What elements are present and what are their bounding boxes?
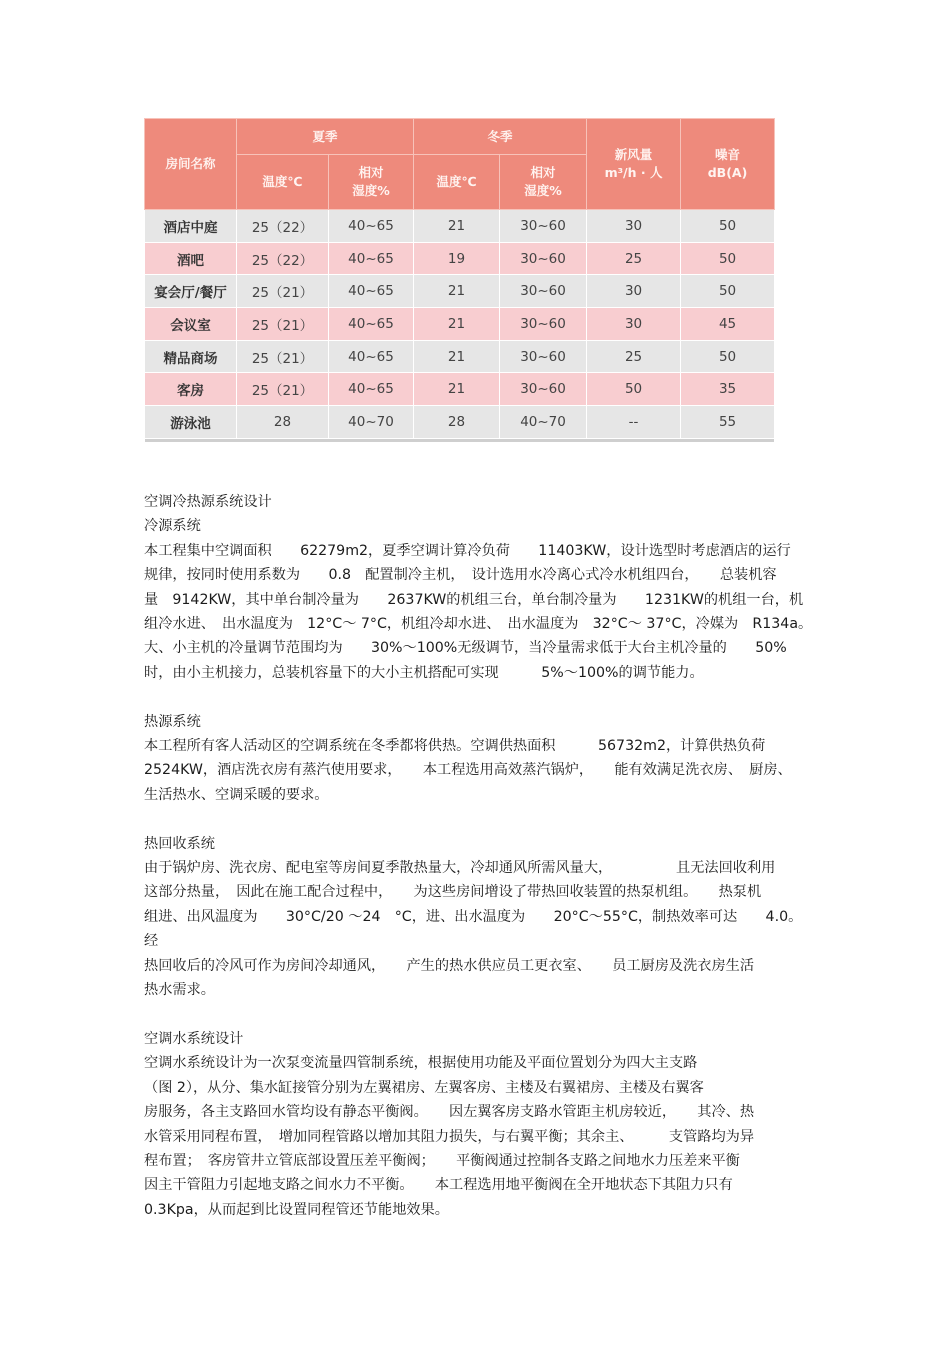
recovery-line: 热回收后的冷风可作为房间冷却通风， 产生的热水供应员工更衣室、 员工厨房及洗衣房生活 [144, 957, 755, 974]
table-row [145, 308, 775, 341]
recovery-line: 热水需求。 [144, 982, 215, 999]
cell-noise: 50 [681, 340, 775, 373]
cooling-line: 规律，按同时使用系数为 0.8 配置制冷主机， 设计选用水冷离心式冷水机组四台， 总装机容 [144, 567, 777, 584]
cell-room-name: 宴会厅/餐厅 [145, 275, 237, 308]
cell-summer-rh: 40~70 [329, 406, 414, 439]
water-line: 因主干管阻力引起地支路之间水力不平衡。 本工程选用地平衡阀在全开地状态下其阻力只有 [144, 1177, 733, 1194]
cell-summer-rh: 40~65 [329, 340, 414, 373]
cell-fresh-air: 25 [587, 340, 681, 373]
table-row [145, 340, 775, 373]
cell-winter-temp: 21 [414, 340, 500, 373]
section-title-water-system: 空调水系统设计 [144, 1030, 244, 1047]
header-noise [681, 119, 775, 210]
header-winter: 冬季 [414, 119, 587, 155]
cooling-line: 本工程集中空调面积 62279m2，夏季空调计算冷负荷 11403KW，设计选型时考虑酒店的运行 [144, 542, 791, 559]
cell-room-name: 游泳池 [145, 406, 237, 439]
section-title-heat-recovery: 热回收系统 [144, 835, 215, 852]
cell-summer-temp: 25（21） [237, 275, 329, 308]
cell-fresh-air: -- [587, 406, 681, 439]
cell-summer-temp: 25（22） [237, 242, 329, 275]
cell-winter-temp: 21 [414, 275, 500, 308]
water-line: 程布置； 客房管井立管底部设置压差平衡阀； 平衡阀通过控制各支路之间地水力压差来平衡 [144, 1152, 740, 1169]
header-rh-line2: 湿度% [524, 183, 562, 198]
cell-fresh-air: 50 [587, 373, 681, 406]
header-summer-rh [329, 155, 414, 210]
cooling-line: 量 9142KW，其中单台制冷量为 2637KW的机组三台，单台制冷量为 1231KW的机组一台，机 [144, 591, 804, 608]
cell-winter-temp: 21 [414, 373, 500, 406]
cell-winter-rh: 30~60 [500, 210, 587, 243]
design-parameters-table [144, 118, 775, 443]
cell-room-name: 酒吧 [145, 242, 237, 275]
table-header-row [145, 119, 775, 155]
header-fresh-air-unit: m³/h · 人 [604, 165, 663, 180]
cell-winter-temp: 21 [414, 210, 500, 243]
water-line: 空调水系统设计为一次泵变流量四管制系统，根据使用功能及平面位置划分为四大主支路 [144, 1055, 698, 1072]
cell-winter-rh: 30~60 [500, 340, 587, 373]
header-rh-line1: 相对 [358, 165, 384, 180]
header-noise-unit: dB(A) [707, 165, 748, 180]
cell-room-name: 酒店中庭 [145, 210, 237, 243]
water-line: （图 2），从分、集水缸接管分别为左翼裙房、左翼客房、主楼及右翼裙房、主楼及右翼客 [144, 1079, 704, 1096]
cell-fresh-air: 30 [587, 275, 681, 308]
section-title-cooling: 冷源系统 [144, 518, 201, 535]
recovery-line: 由于锅炉房、洗衣房、配电室等房间夏季散热量大，冷却通风所需风量大， 且无法回收利用 [144, 860, 776, 877]
cell-winter-temp: 19 [414, 242, 500, 275]
cell-fresh-air: 30 [587, 308, 681, 341]
cell-winter-rh: 40~70 [500, 406, 587, 439]
header-summer-temp: 温度℃ [237, 155, 329, 210]
header-winter-rh [500, 155, 587, 210]
header-room-name: 房间名称 [145, 119, 237, 210]
cooling-line: 大、小主机的冷量调节范围均为 30%～100%无级调节，当冷量需求低于大台主机冷量的 50% [144, 640, 787, 657]
heating-line: 2524KW，酒店洗衣房有蒸汽使用要求， 本工程选用高效蒸汽锅炉， 能有效满足洗衣房、 厨房、 [144, 762, 792, 779]
header-fresh-air-label: 新风量 [614, 147, 653, 162]
cell-noise: 50 [681, 210, 775, 243]
water-line: 0.3Kpa，从而起到比设置同程管还节能地效果。 [144, 1201, 449, 1218]
header-rh-line1: 相对 [530, 165, 556, 180]
paragraph-gap [144, 807, 814, 831]
heating-line: 本工程所有客人活动区的空调系统在冬季都将供热。空调供热面积 56732m2，计算供热负荷 [144, 738, 766, 755]
cell-noise: 45 [681, 308, 775, 341]
table-row [145, 242, 775, 275]
cell-summer-rh: 40~65 [329, 308, 414, 341]
header-rh-line2: 湿度% [352, 183, 390, 198]
heating-line: 生活热水、空调采暖的要求。 [144, 786, 329, 803]
water-line: 房服务，各主支路回水管均设有静态平衡阀。 因左翼客房支路水管距主机房较近， 其冷、热 [144, 1104, 755, 1121]
cell-summer-temp: 28 [237, 406, 329, 439]
cell-summer-rh: 40~65 [329, 275, 414, 308]
cell-noise: 50 [681, 242, 775, 275]
table-bottom-border [145, 438, 775, 442]
cell-summer-temp: 25（21） [237, 340, 329, 373]
cell-winter-rh: 30~60 [500, 242, 587, 275]
cell-winter-temp: 28 [414, 406, 500, 439]
paragraph-gap [144, 1003, 814, 1027]
cell-fresh-air: 25 [587, 242, 681, 275]
water-line: 水管采用同程布置， 增加同程管路以增加其阻力损失，与右翼平衡；其余主、 支管路均为异 [144, 1128, 755, 1145]
cell-noise: 55 [681, 406, 775, 439]
section-title-heating: 热源系统 [144, 713, 201, 730]
cell-summer-temp: 25（21） [237, 373, 329, 406]
cell-winter-temp: 21 [414, 308, 500, 341]
cell-summer-temp: 25（21） [237, 308, 329, 341]
header-summer: 夏季 [237, 119, 414, 155]
cell-winter-rh: 30~60 [500, 275, 587, 308]
recovery-line: 组进、出风温度为 30°C/20 ～24 °C，进、出水温度为 20°C～55°C，制热效率可达 4.0。经 [144, 908, 803, 950]
cell-noise: 35 [681, 373, 775, 406]
cell-fresh-air: 30 [587, 210, 681, 243]
cell-noise: 50 [681, 275, 775, 308]
cell-room-name: 精品商场 [145, 340, 237, 373]
header-noise-label: 噪音 [715, 147, 741, 162]
cell-summer-temp: 25（22） [237, 210, 329, 243]
cooling-line: 时，由小主机接力，总装机容量下的大小主机搭配可实现 5%～100%的调节能力。 [144, 664, 704, 681]
cell-summer-rh: 40~65 [329, 373, 414, 406]
header-winter-temp: 温度℃ [414, 155, 500, 210]
recovery-line: 这部分热量， 因此在施工配合过程中， 为这些房间增设了带热回收装置的热泵机组。 热泵机 [144, 884, 762, 901]
cooling-line: 组冷水进、 出水温度为 12°C～ 7°C，机组冷却水进、 出水温度为 32°C～ 37°C，冷媒为 R134a。 [144, 616, 813, 633]
section-title-hvac-source: 空调冷热源系统设计 [144, 494, 272, 510]
cell-winter-rh: 30~60 [500, 373, 587, 406]
document-body [144, 490, 814, 1222]
table-row [145, 373, 775, 406]
cell-room-name: 会议室 [145, 308, 237, 341]
table-row [145, 275, 775, 308]
cell-room-name: 客房 [145, 373, 237, 406]
cell-winter-rh: 30~60 [500, 308, 587, 341]
table-row [145, 406, 775, 439]
cell-summer-rh: 40~65 [329, 242, 414, 275]
table-row [145, 210, 775, 243]
paragraph-gap [144, 685, 814, 709]
header-fresh-air [587, 119, 681, 210]
cell-summer-rh: 40~65 [329, 210, 414, 243]
